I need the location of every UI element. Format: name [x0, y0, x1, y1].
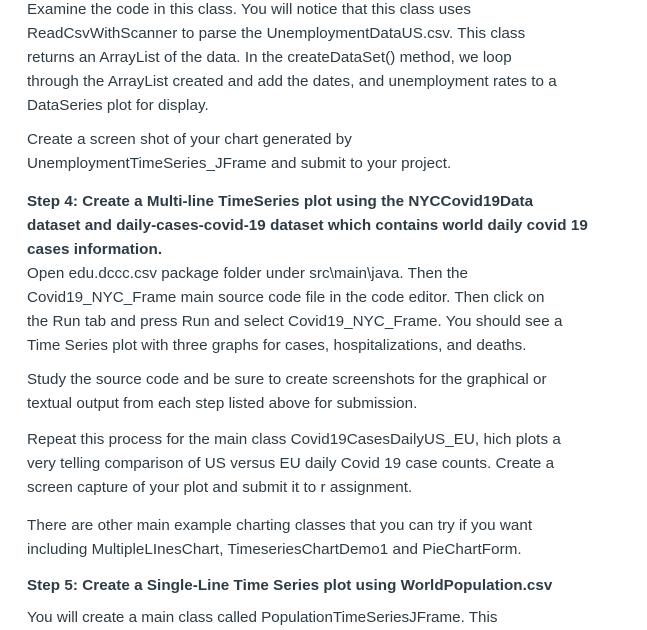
text-line: screen capture of your plot and submit it to r assignment.: [27, 479, 413, 496]
text-line: including MultipleLInesChart, TimeseriesChartDemo1 and PieChartForm.: [27, 541, 522, 558]
text-line: DataSeries plot for display.: [27, 97, 209, 114]
step-5-heading: Step 5: Create a Single-Line Time Series plot using WorldPopulation.csv: [27, 577, 553, 594]
step-4-heading-line: cases information.: [27, 241, 163, 258]
paragraph-other-examples: [27, 514, 632, 562]
paragraph-examine-code: [27, 0, 632, 118]
paragraph-step-4: [27, 190, 632, 358]
text-line: returns an ArrayList of the data. In the createDataSet() method, we loop: [27, 49, 512, 66]
text-line: UnemploymentTimeSeries_JFrame and submit to your project.: [27, 155, 452, 172]
text-line: Create a screen shot of your chart generated by: [27, 131, 352, 148]
paragraph-study-source: [27, 368, 632, 416]
text-line: very telling comparison of US versus EU daily Covid 19 case counts. Create a: [27, 455, 555, 472]
text-line: ReadCsvWithScanner to parse the UnemploymentDataUS.csv. This class: [27, 25, 526, 42]
text-line: Covid19_NYC_Frame main source code file in the code editor. Then click on: [27, 289, 545, 306]
text-line: There are other main example charting classes that you can try if you want: [27, 517, 533, 534]
step-4-heading-line: dataset and daily-cases-covid-19 dataset which contains world daily covid 19: [27, 217, 588, 234]
text-line: Examine the code in this class. You will notice that this class uses: [27, 1, 472, 18]
text-line: the Run tab and press Run and select Covid19_NYC_Frame. You should see a: [27, 313, 563, 330]
truncated-text-line: [27, 606, 632, 630]
text-line: Repeat this process for the main class Covid19CasesDailyUS_EU, hich plots a: [27, 431, 561, 448]
text-line: Study the source code and be sure to create screenshots for the graphical or: [27, 371, 547, 388]
step-4-heading-line: Step 4: Create a Multi-line TimeSeries plot using the NYCCovid19Data: [27, 193, 534, 210]
text-line: through the ArrayList created and add the dates, and unemployment rates to a: [27, 73, 557, 90]
text-line: You will create a main class called PopulationTimeSeriesJFrame. This: [27, 609, 498, 626]
text-line: textual output from each step listed above for submission.: [27, 395, 418, 412]
text-line: Time Series plot with three graphs for cases, hospitalizations, and deaths.: [27, 337, 527, 354]
paragraph-screenshot-instruction: [27, 128, 632, 176]
paragraph-step-5: [27, 574, 632, 598]
paragraph-repeat-process: [27, 428, 632, 500]
text-line: Open edu.dccc.csv package folder under src\main\java. Then the: [27, 265, 468, 282]
